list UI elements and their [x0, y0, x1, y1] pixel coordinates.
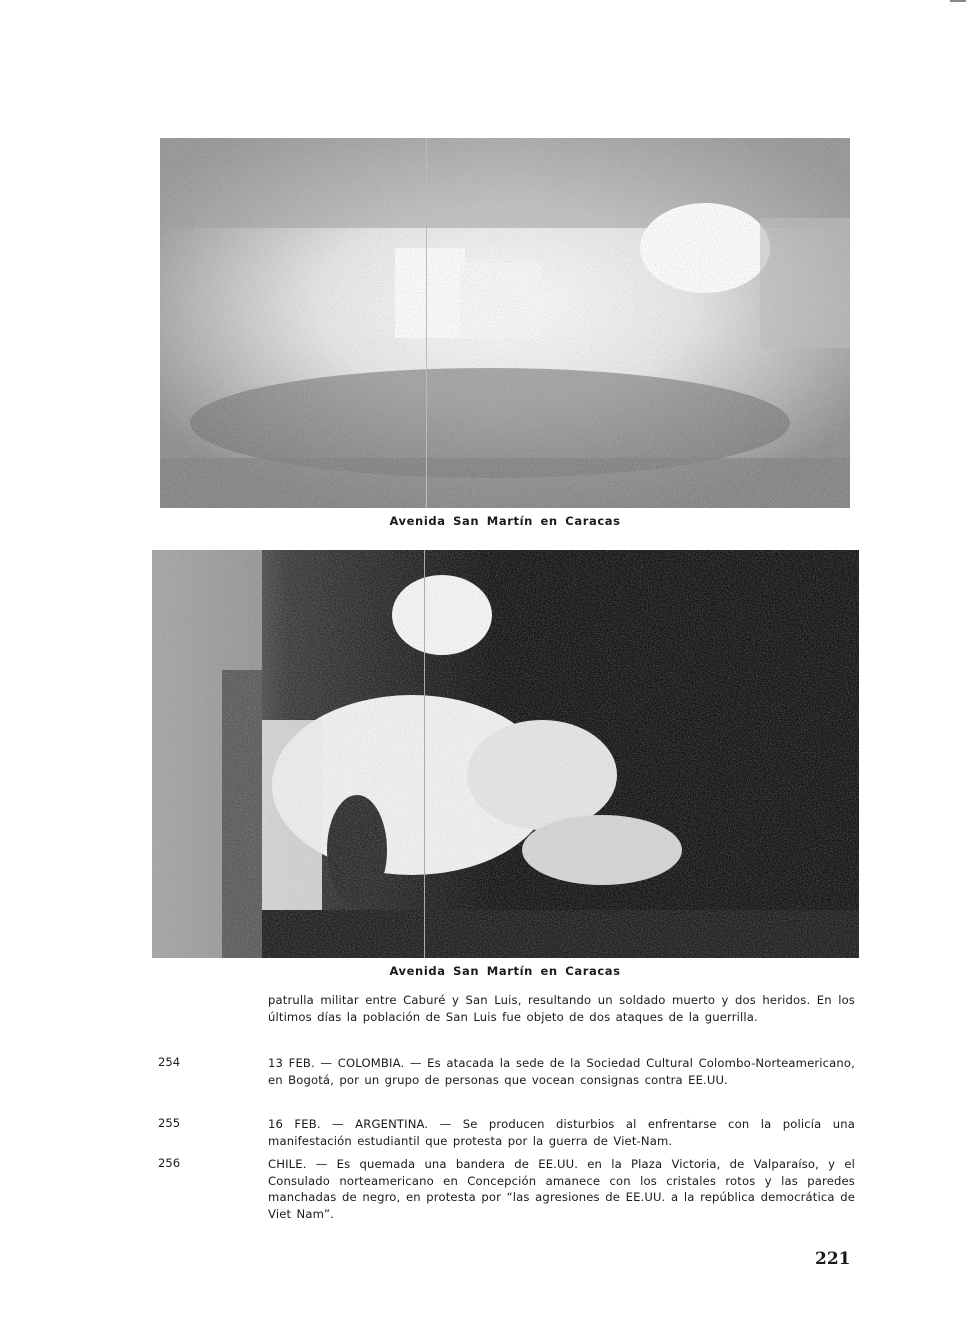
- photo-bottom: [152, 550, 859, 958]
- photo-top-caption: Avenida San Martín en Caracas: [389, 514, 621, 528]
- entry-number: 255: [158, 1116, 181, 1130]
- entry-number: 256: [158, 1156, 181, 1170]
- entry-text: 16 FEB. — ARGENTINA. — Se producen disturbios al enfrentarse con la policía una manifestación estudiantil que protesta por la guerra de Viet-Nam.: [268, 1117, 855, 1148]
- intro-paragraph: patrulla militar entre Caburé y San Luis, resultando un soldado muerto y dos heridos. En los últimos días la población de San Luis fue objeto de dos ataques de la guerrilla.: [268, 993, 855, 1024]
- photo-bottom-image: [152, 550, 859, 958]
- scan-edge-mark: [950, 0, 966, 2]
- page-number: 221: [815, 1249, 851, 1269]
- entry-text: 13 FEB. — COLOMBIA. — Es atacada la sede de la Sociedad Cultural Colombo-Norteamericano, en Bogotá, por un grupo de personas que vocean consignas contra EE.UU.: [268, 1056, 855, 1087]
- photo-top: [160, 138, 850, 508]
- entry-number: 254: [158, 1055, 181, 1069]
- photo-bottom-caption: Avenida San Martín en Caracas: [389, 964, 621, 978]
- photo-top-image: [160, 138, 850, 508]
- entry-text: CHILE. — Es quemada una bandera de EE.UU. en la Plaza Victoria, de Valparaíso, y el Consulado norteamericano en Concepción amanece con los cristales rotos y las paredes manchadas de negro, en protesta por “las agresiones de EE.UU. a la república democrática de Viet Nam”.: [268, 1157, 855, 1221]
